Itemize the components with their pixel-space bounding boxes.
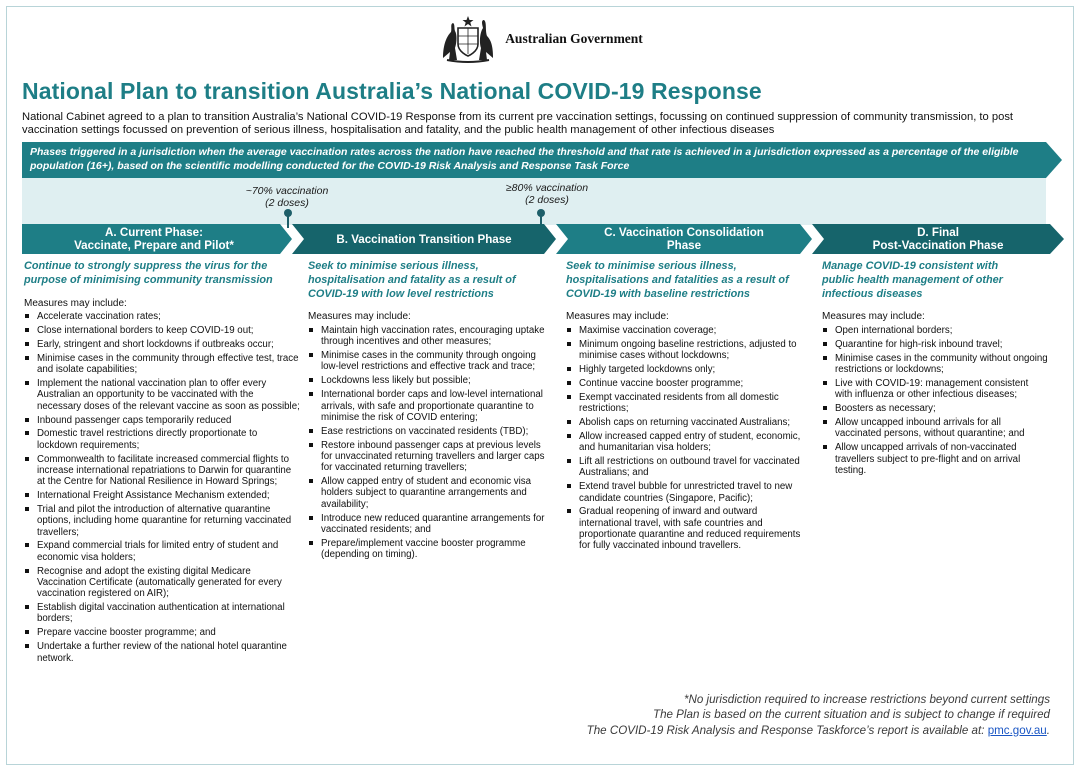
milestone-70-rate: ~70% vaccination bbox=[245, 185, 329, 197]
list-item: Implement the national vaccination plan to offer every Australian an opportunity to be vaccinated with the necessary doses of the relevant vaccine as soon as possible; bbox=[24, 378, 300, 412]
list-item: Allow increased capped entry of student, economic, and humanitarian visa holders; bbox=[566, 431, 808, 454]
list-item: Prepare vaccine booster programme; and bbox=[24, 627, 300, 638]
phase-c-name-line2: Phase bbox=[666, 239, 702, 252]
list-item: Maximise vaccination coverage; bbox=[566, 325, 808, 336]
page-title: National Plan to transition Australia’s National COVID-19 Response bbox=[22, 78, 762, 104]
list-item: Gradual reopening of inward and outward international travel, with safe countries and proportionate quarantine and reduced requirements for fully vaccinated inbound travellers. bbox=[566, 506, 808, 551]
list-item: Maintain high vaccination rates, encouraging uptake through incentives and other measures; bbox=[308, 325, 552, 348]
list-item: Open international borders; bbox=[822, 325, 1048, 336]
phase-d-measures-label: Measures may include: bbox=[822, 311, 925, 323]
list-item: Minimise cases in the community without ongoing restrictions or lockdowns; bbox=[822, 353, 1048, 376]
milestone-80-doses: (2 doses) bbox=[525, 194, 569, 206]
list-item: Boosters as necessary; bbox=[822, 403, 1048, 414]
phase-b-header bbox=[298, 224, 550, 254]
milestone-70-doses: (2 doses) bbox=[265, 197, 309, 209]
government-name: Australian Government bbox=[505, 31, 643, 46]
list-item: Minimise cases in the community through effective test, trace and isolate capabilities; bbox=[24, 353, 300, 376]
phase-c-name-line1: C. Vaccination Consolidation bbox=[604, 226, 764, 239]
intro-text: National Cabinet agreed to a plan to transition Australia’s National COVID-19 Response from its current pre vaccination settings, focussing on continued suppression of community transmission, to post vaccination settings focussed on prevention of serious illness, hospitalisation and fatality, and the public health management of other infectious diseases bbox=[22, 111, 1014, 137]
footnote-jurisdiction: *No jurisdiction required to increase restrictions beyond current settings bbox=[683, 693, 1050, 706]
phase-d-header bbox=[818, 224, 1058, 254]
phase-a-column bbox=[24, 260, 300, 664]
banner-text: Phases triggered in a jurisdiction when the average vaccination rates across the nation have reached the threshold and that rate is achieved in a jurisdiction expressed as a percentage of the eligible population (16+), based on the scientific modelling conducted for the COVID-19 Risk Analysis and Response Task Force bbox=[30, 146, 1019, 172]
pmc-link[interactable]: pmc.gov.au bbox=[987, 723, 1047, 737]
phase-a-measures-list bbox=[24, 311, 300, 664]
list-item: International Freight Assistance Mechanism extended; bbox=[24, 490, 300, 501]
phase-d-name-line2: Post-Vaccination Phase bbox=[872, 239, 1004, 252]
list-item: Inbound passenger caps temporarily reduced bbox=[24, 415, 300, 426]
list-item: Early, stringent and short lockdowns if outbreaks occur; bbox=[24, 339, 300, 350]
trigger-banner bbox=[22, 142, 1062, 178]
milestone-80-pin-head bbox=[537, 209, 545, 217]
list-item: Abolish caps on returning vaccinated Australians; bbox=[566, 417, 808, 428]
list-item: Domestic travel restrictions directly proportionate to lockdown requirements; bbox=[24, 428, 300, 451]
government-header bbox=[0, 14, 1080, 69]
list-item: Allow capped entry of student and economic visa holders subject to quarantine arrangements and availability; bbox=[308, 476, 552, 510]
phase-b-name-line1: B. Vaccination Transition Phase bbox=[336, 232, 512, 246]
list-item: Ease restrictions on vaccinated residents (TBD); bbox=[308, 426, 552, 437]
list-item: Highly targeted lockdowns only; bbox=[566, 364, 808, 375]
footnote-report-text: The COVID-19 Risk Analysis and Response Taskforce’s report is available at: bbox=[586, 723, 985, 737]
list-item: Recognise and adopt the existing digital Medicare Vaccination Certificate (automatically generated for every vaccination registered on AIR); bbox=[24, 566, 300, 600]
list-item: Commonwealth to facilitate increased commercial flights to increase international repatriations to Darwin for quarantine at the Centre for National Resilience in Howard Springs; bbox=[24, 454, 300, 488]
phase-a-measures-label: Measures may include: bbox=[24, 297, 127, 309]
phase-d-measures-list bbox=[822, 325, 1048, 476]
phase-a-name-line1: A. Current Phase: bbox=[105, 226, 203, 239]
footnotes bbox=[587, 692, 1050, 738]
list-item: Extend travel bubble for unrestricted travel to new candidate countries (Singapore, Pacific); bbox=[566, 481, 808, 504]
phase-b-column bbox=[308, 260, 552, 560]
phase-d-name-line1: D. Final bbox=[917, 226, 959, 239]
milestone-80-rate: ≥80% vaccination bbox=[505, 182, 589, 194]
footnote-report-suffix: . bbox=[1046, 723, 1050, 737]
phase-d-column bbox=[822, 260, 1048, 476]
list-item: Restore inbound passenger caps at previous levels for unvaccinated returning travellers and larger caps for vaccinated returning travellers; bbox=[308, 440, 552, 474]
phase-b-measures-label: Measures may include: bbox=[308, 311, 411, 323]
list-item: Exempt vaccinated residents from all domestic restrictions; bbox=[566, 392, 808, 415]
milestone-70-pin-head bbox=[284, 209, 292, 217]
list-item: International border caps and low-level international arrivals, with safe and proportionate quarantine to minimise the risk of COVID entering; bbox=[308, 389, 552, 423]
list-item: Lift all restrictions on outbound travel for vaccinated Australians; and bbox=[566, 456, 808, 479]
phase-c-column bbox=[566, 260, 808, 552]
list-item: Accelerate vaccination rates; bbox=[24, 311, 300, 322]
list-item: Trial and pilot the introduction of alternative quarantine options, including home quarantine for returning vaccinated travellers; bbox=[24, 504, 300, 538]
list-item: Lockdowns less likely but possible; bbox=[308, 375, 552, 386]
list-item: Introduce new reduced quarantine arrangements for vaccinated residents; and bbox=[308, 513, 552, 536]
coat-of-arms-icon bbox=[437, 14, 499, 64]
footnote-plan-change: The Plan is based on the current situation and is subject to change if required bbox=[652, 708, 1050, 722]
phase-timeline bbox=[22, 224, 1064, 254]
list-item: Minimise cases in the community through ongoing low-level restrictions and effective track and trace; bbox=[308, 350, 552, 373]
list-item: Allow uncapped inbound arrivals for all vaccinated persons, without quarantine; and bbox=[822, 417, 1048, 440]
phase-a-header bbox=[22, 224, 286, 254]
phase-c-measures-label: Measures may include: bbox=[566, 311, 669, 323]
phase-c-header bbox=[562, 224, 806, 254]
list-item: Allow uncapped arrivals of non-vaccinated travellers subject to pre-flight and on arrival testing. bbox=[822, 442, 1048, 476]
phase-a-name-line2: Vaccinate, Prepare and Pilot* bbox=[74, 239, 234, 252]
phase-c-lead: Seek to minimise serious illness, hospitalisations and fatalities as a result of COVID-19 with baseline restrictions bbox=[566, 260, 789, 300]
phase-b-lead: Seek to minimise serious illness, hospitalisation and fatality as a result of COVID-19 with low level restrictions bbox=[308, 260, 516, 300]
list-item: Expand commercial trials for limited entry of student and economic visa holders; bbox=[24, 540, 300, 563]
phase-c-measures-list bbox=[566, 325, 808, 552]
phase-d-lead: Manage COVID-19 consistent with public health management of other infectious diseases bbox=[822, 260, 1003, 300]
phase-b-measures-list bbox=[308, 325, 552, 560]
phase-a-lead: Continue to strongly suppress the virus for the purpose of minimising community transmission bbox=[24, 260, 273, 286]
list-item: Quarantine for high-risk inbound travel; bbox=[822, 339, 1048, 350]
list-item: Continue vaccine booster programme; bbox=[566, 378, 808, 389]
list-item: Prepare/implement vaccine booster programme (depending on timing). bbox=[308, 538, 552, 561]
milestone-80 bbox=[488, 182, 606, 206]
footnote-report bbox=[587, 723, 1050, 738]
list-item: Live with COVID-19: management consistent with influenza or other infectious diseases; bbox=[822, 378, 1048, 401]
list-item: Establish digital vaccination authentication at international borders; bbox=[24, 602, 300, 625]
list-item: Minimum ongoing baseline restrictions, adjusted to minimise cases without lockdowns; bbox=[566, 339, 808, 362]
list-item: Close international borders to keep COVID-19 out; bbox=[24, 325, 300, 336]
list-item: Undertake a further review of the national hotel quarantine network. bbox=[24, 641, 300, 664]
milestone-70 bbox=[232, 185, 342, 209]
